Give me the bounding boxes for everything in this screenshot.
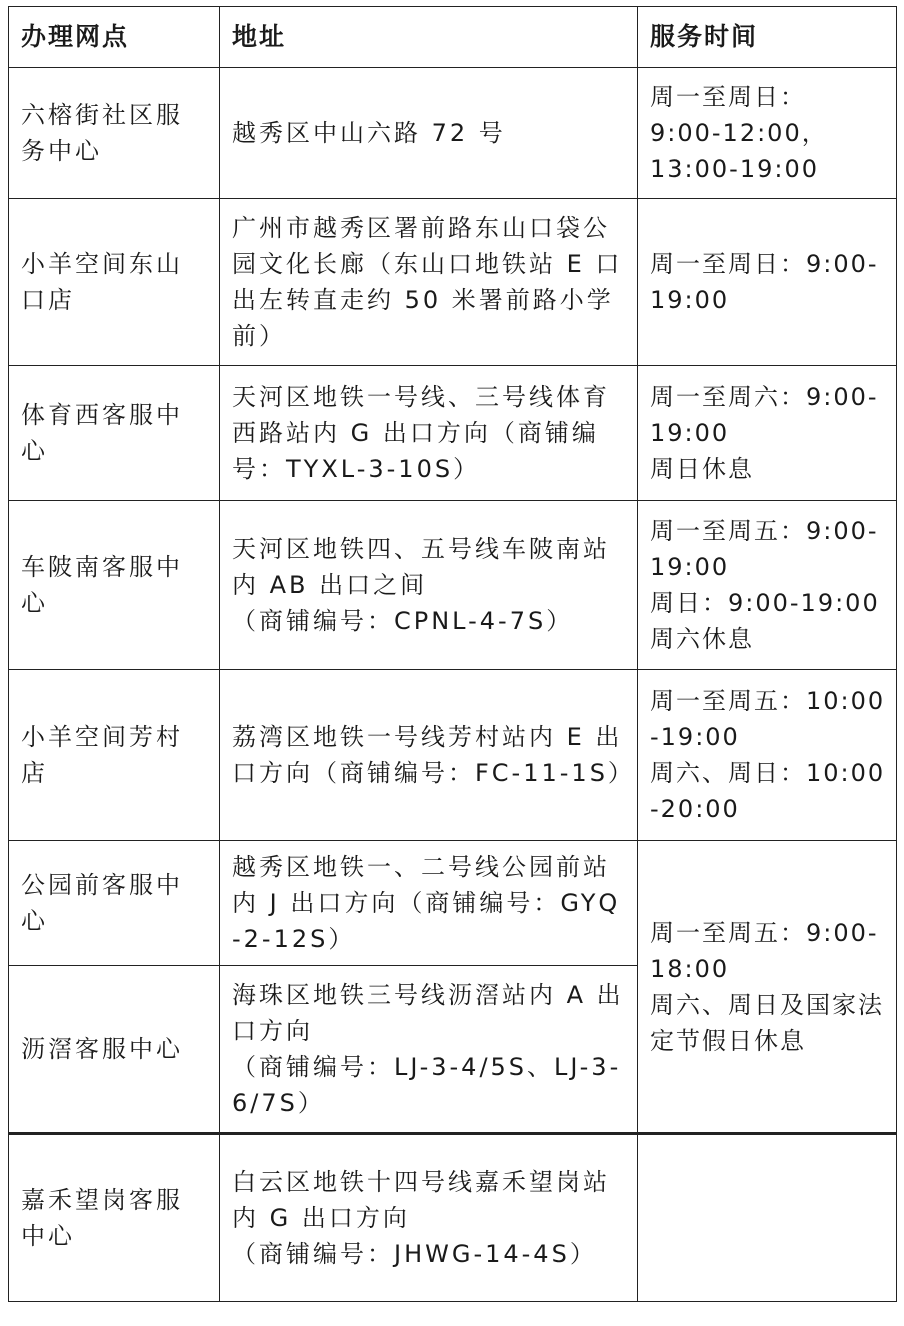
- address-line: （商铺编号：CPNL-4-7S）: [232, 607, 574, 635]
- address-line: 荔湾区地铁一号线芳村站内 E 出口方向（商铺编号：FC-11-1S）: [232, 723, 635, 787]
- hours-line: 周一至周日：: [650, 83, 806, 111]
- hours-line: 13:00-19:00: [650, 155, 819, 183]
- address-line: 天河区地铁四、五号线车陂南站内 AB 出口之间: [232, 535, 610, 599]
- header-address: 地址: [220, 7, 638, 68]
- outlet-address: [220, 199, 638, 366]
- header-outlet: 办理网点: [9, 7, 220, 68]
- hours-line: 周日：9:00-19:00: [650, 589, 880, 617]
- outlet-name: 公园前客服中心: [9, 841, 220, 966]
- outlet-hours: [638, 670, 897, 841]
- outlet-name: 沥滘客服中心: [9, 966, 220, 1134]
- service-outlets-table: [8, 6, 897, 1302]
- outlet-hours: [638, 199, 897, 366]
- hours-line: 周一至周六：9:00-19:00: [650, 383, 879, 447]
- table-row: [9, 670, 897, 841]
- outlet-hours: [638, 501, 897, 670]
- outlet-name: 六榕街社区服务中心: [9, 68, 220, 199]
- outlet-address: [220, 966, 638, 1134]
- table-row: [9, 1134, 897, 1302]
- table-row: [9, 841, 897, 966]
- outlet-address: [220, 670, 638, 841]
- hours-line: 周一至周日：9:00-19:00: [650, 250, 879, 314]
- header-hours: 服务时间: [638, 7, 897, 68]
- outlet-address: [220, 68, 638, 199]
- address-line: （商铺编号：LJ-3-4/5S、LJ-3-6/7S）: [232, 1053, 622, 1117]
- address-line: 白云区地铁十四号线嘉禾望岗站内 G 出口方向: [232, 1168, 610, 1232]
- address-line: （商铺编号：JHWG-14-4S）: [232, 1240, 597, 1268]
- table-row: [9, 366, 897, 501]
- table-row: [9, 501, 897, 670]
- hours-line: 周一至周五：9:00-18:00: [650, 918, 879, 983]
- outlet-name: 小羊空间东山口店: [9, 199, 220, 366]
- hours-line: 周六休息: [650, 625, 754, 653]
- hours-line: 周日休息: [650, 455, 754, 483]
- outlet-name: 体育西客服中心: [9, 366, 220, 501]
- table-row: [9, 68, 897, 199]
- hours-line: 周六、周日及国家法定节假日休息: [650, 990, 884, 1055]
- outlet-name: 车陂南客服中心: [9, 501, 220, 670]
- outlet-hours-shared: [638, 841, 897, 1134]
- address-line: 海珠区地铁三号线沥滘站内 A 出口方向: [232, 981, 624, 1045]
- outlet-address: [220, 501, 638, 670]
- address-line: 越秀区中山六路 72 号: [232, 119, 506, 147]
- outlet-address: [220, 841, 638, 966]
- outlet-address: [220, 1134, 638, 1302]
- header-row: [9, 7, 897, 68]
- outlet-hours: [638, 68, 897, 199]
- hours-line: 周六、周日：10:00-20:00: [650, 759, 886, 823]
- outlet-hours: [638, 366, 897, 501]
- outlet-name: 小羊空间芳村店: [9, 670, 220, 841]
- hours-line: 周一至周五：9:00-19:00: [650, 517, 879, 581]
- address-line: 越秀区地铁一、二号线公园前站内 J 出口方向（商铺编号：GYQ-2-12S）: [232, 853, 621, 953]
- address-line: 天河区地铁一号线、三号线体育西路站内 G 出口方向（商铺编号：TYXL-3-10S）: [232, 383, 610, 483]
- hours-line: 周一至周五：10:00-19:00: [650, 687, 886, 751]
- outlet-hours-empty: [638, 1134, 897, 1302]
- outlet-name: 嘉禾望岗客服中心: [9, 1134, 220, 1302]
- outlet-address: [220, 366, 638, 501]
- hours-line: 9:00-12:00，: [650, 119, 828, 147]
- table-row: [9, 199, 897, 366]
- address-line: 广州市越秀区署前路东山口袋公园文化长廊（东山口地铁站 E 口出左转直走约 50 米署前路小学前）: [232, 214, 623, 350]
